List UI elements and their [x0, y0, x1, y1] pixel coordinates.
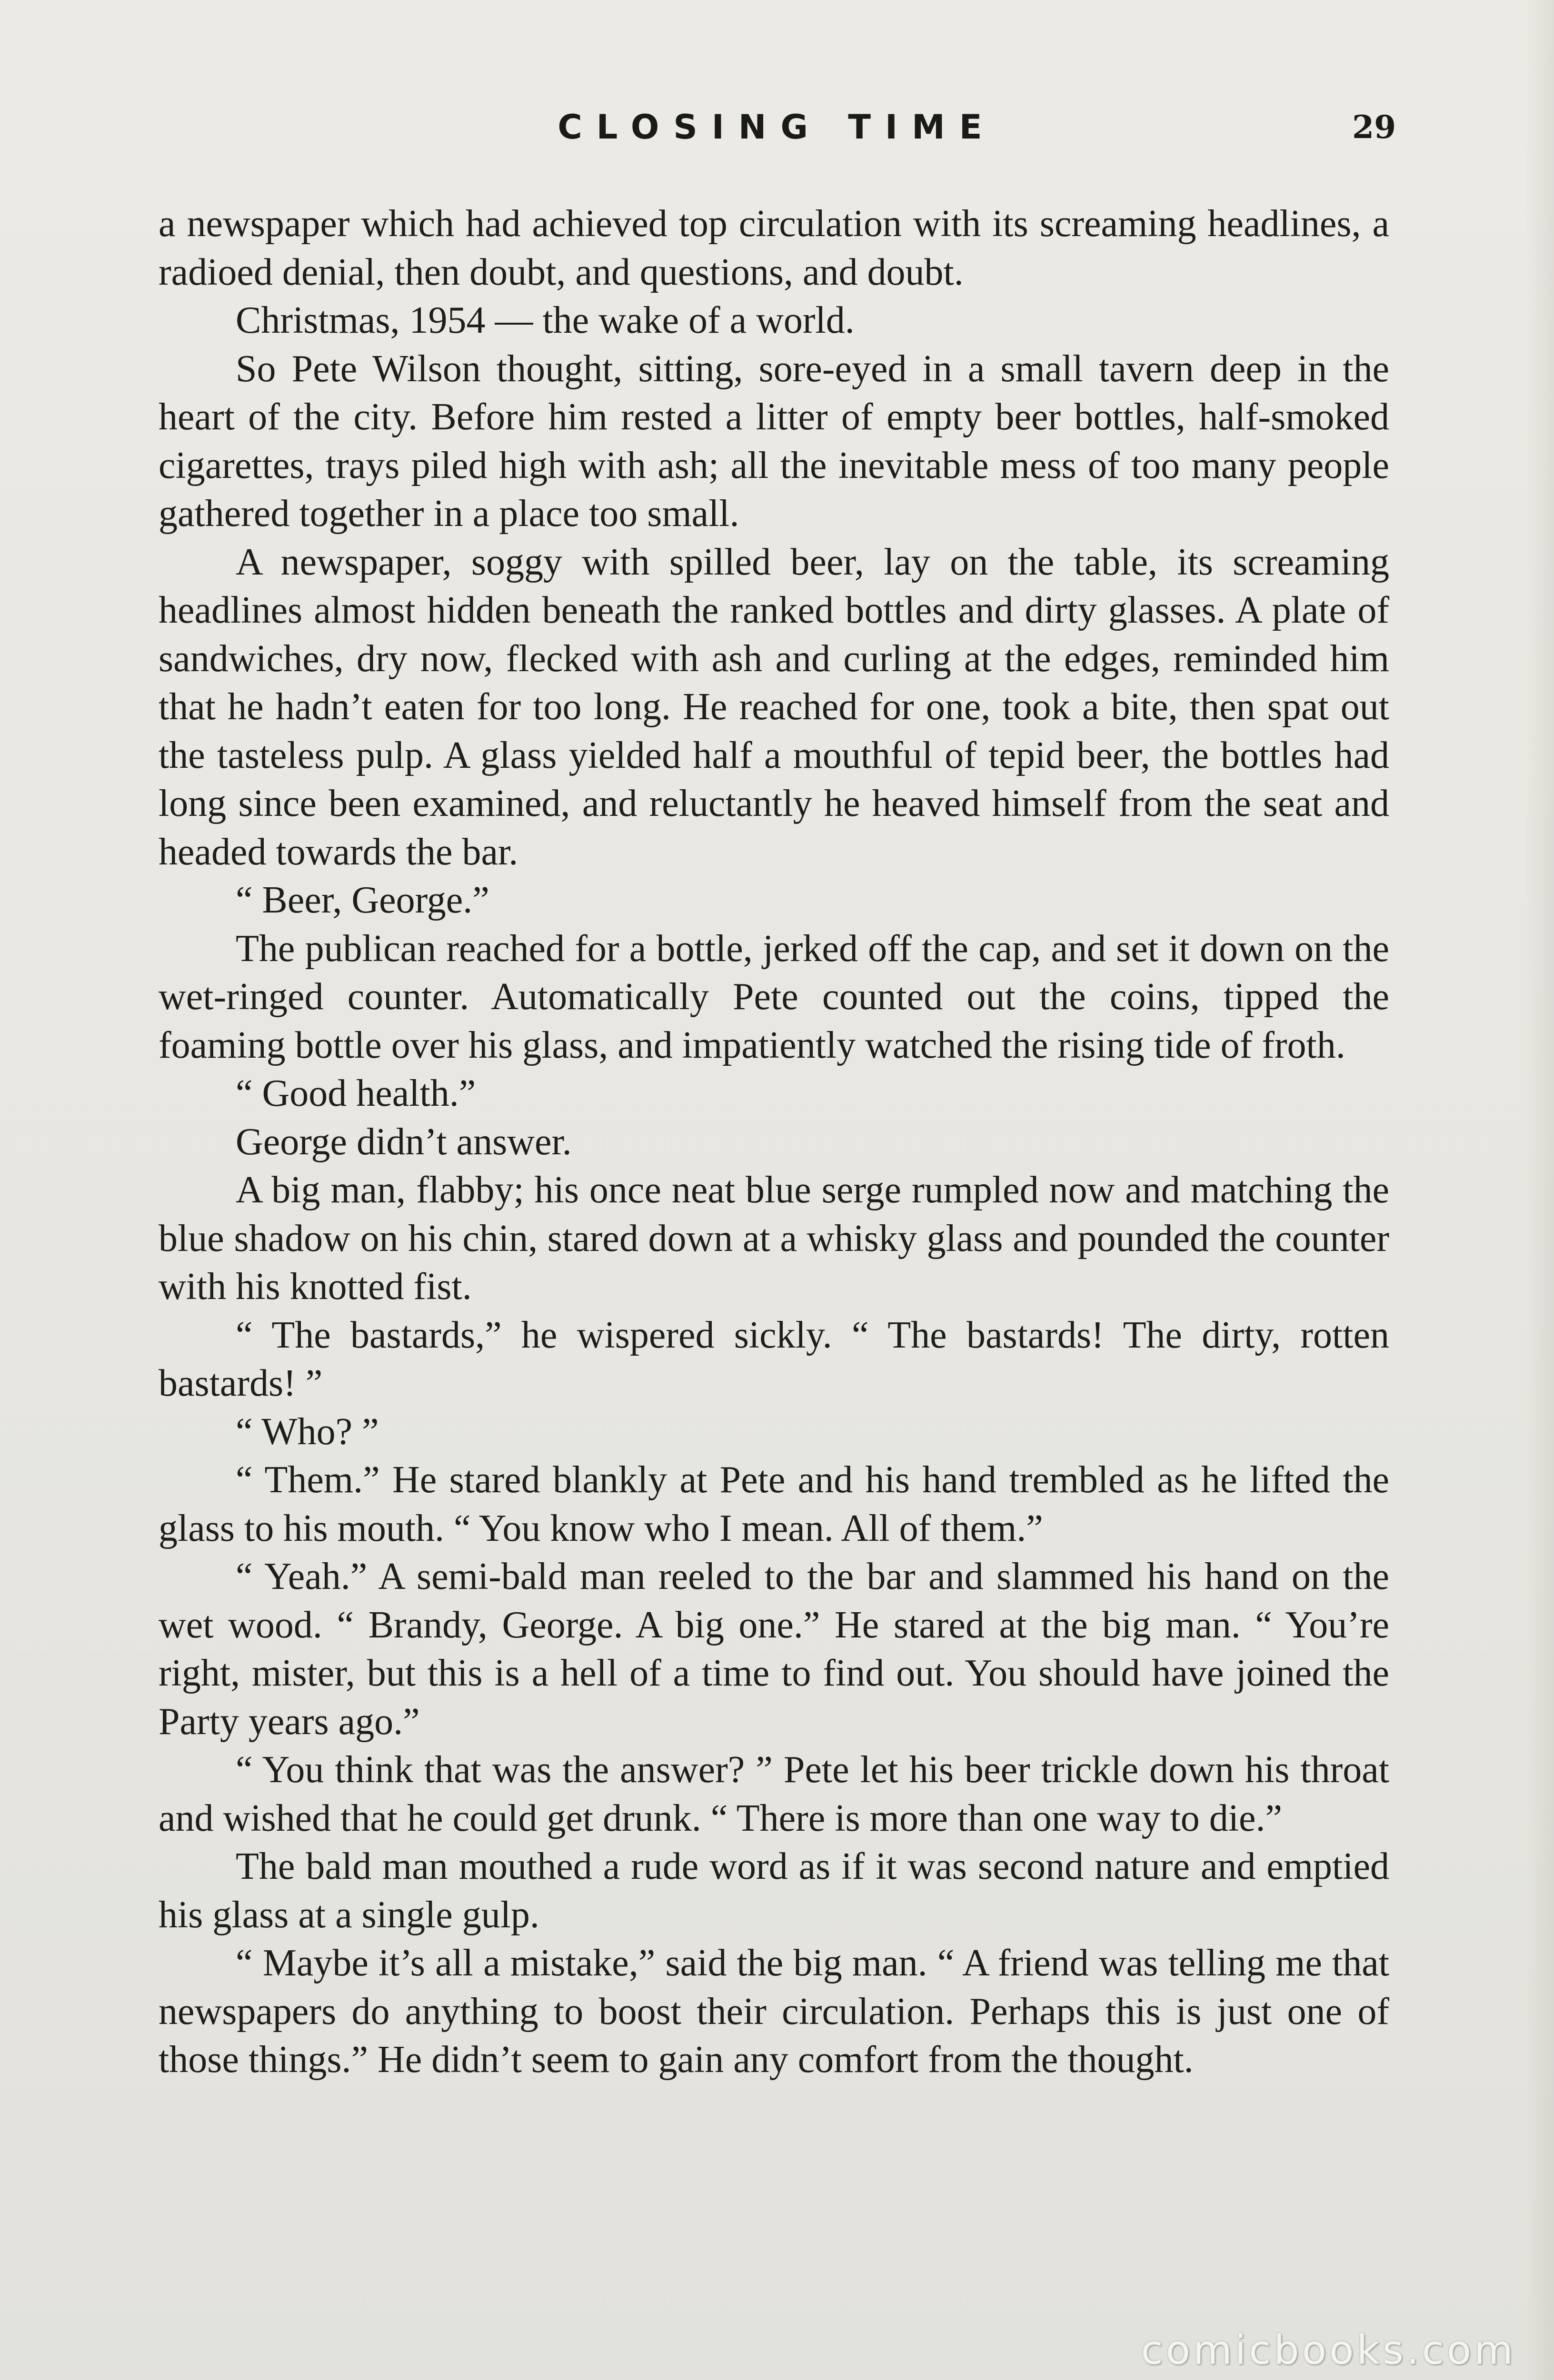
dialogue-line: “ Beer, George.”: [236, 879, 489, 921]
watermark: comicbooks.com: [1141, 2327, 1516, 2373]
dialogue-line: “ Good health.”: [236, 1072, 476, 1114]
chapter-title: CLOSING TIME: [558, 108, 996, 147]
paragraph: A big man, flabby; his once neat blue serge rumpled now and matching the blue shadow on his chin, stared down at a whisky glass and pounded the counter with his knotted fist.: [159, 1169, 1389, 1308]
paragraph: “ Them.” He stared blankly at Pete and his hand trembled as he lifted the glass to his mouth. “ You know who I mean. All of them.”: [159, 1459, 1389, 1549]
paragraph: “ You think that was the answer? ” Pete let his beer trickle down his throat and wished that he could get drunk. “ There is more than one way to die.”: [159, 1749, 1389, 1839]
dialogue-line: “ The bastards,” he wispered sickly. “ The bastards! The dirty, rotten bastards! ”: [159, 1314, 1389, 1404]
page-number: 29: [1352, 109, 1396, 146]
paragraph: “ Yeah.” A semi-bald man reeled to the bar and slammed his hand on the wet wood. “ Brandy, George. A big one.” He stared at the big man. “ You’re right, mister, but this is a hell of a time to find out. You should have joined the Party years ago.”: [159, 1556, 1389, 1743]
paragraph: Christmas, 1954 — the wake of a world.: [236, 299, 855, 341]
paragraph: “ Maybe it’s all a mistake,” said the big man. “ A friend was telling me that newspapers do anything to boost their circulation. Perhaps this is just one of those things.” He didn’t seem to gain any comfort from the thought.: [159, 1942, 1389, 2081]
dialogue-line: “ Who? ”: [236, 1410, 379, 1453]
running-head: [0, 106, 1554, 149]
paragraph: So Pete Wilson thought, sitting, sore-eyed in a small tavern deep in the heart of the city. Before him rested a litter of empty beer bottles, half-smoked cigarettes, trays piled high with ash; all the inevitable mess of too many people gathered together in a place too small.: [159, 347, 1389, 535]
page-edge-shadow: [1525, 0, 1554, 2380]
paragraph: a newspaper which had achieved top circulation with its screaming headlines, a radioed denial, then doubt, and questions, and doubt.: [159, 203, 1389, 293]
paragraph: A newspaper, soggy with spilled beer, lay on the table, its screaming headlines almost hidden beneath the ranked bottles and dirty glasses. A plate of sandwiches, dry now, flecked with ash and curling at the edges, reminded him that he hadn’t eaten for too long. He reached for one, took a bite, then spat out the tasteless pulp. A glass yielded half a mouthful of tepid beer, the bottles had long since been examined, and reluctantly he heaved himself from the seat and headed towards the bar.: [159, 541, 1389, 873]
paragraph: The publican reached for a bottle, jerked off the cap, and set it down on the wet-ringed counter. Automatically Pete counted out the coins, tipped the foaming bottle over his glass, and impatiently watched the rising tide of froth.: [159, 927, 1389, 1066]
body-text: [159, 200, 1389, 2084]
paragraph: The bald man mouthed a rude word as if it was second nature and emptied his glass at a single gulp.: [159, 1845, 1389, 1936]
paragraph: George didn’t answer.: [236, 1121, 572, 1163]
